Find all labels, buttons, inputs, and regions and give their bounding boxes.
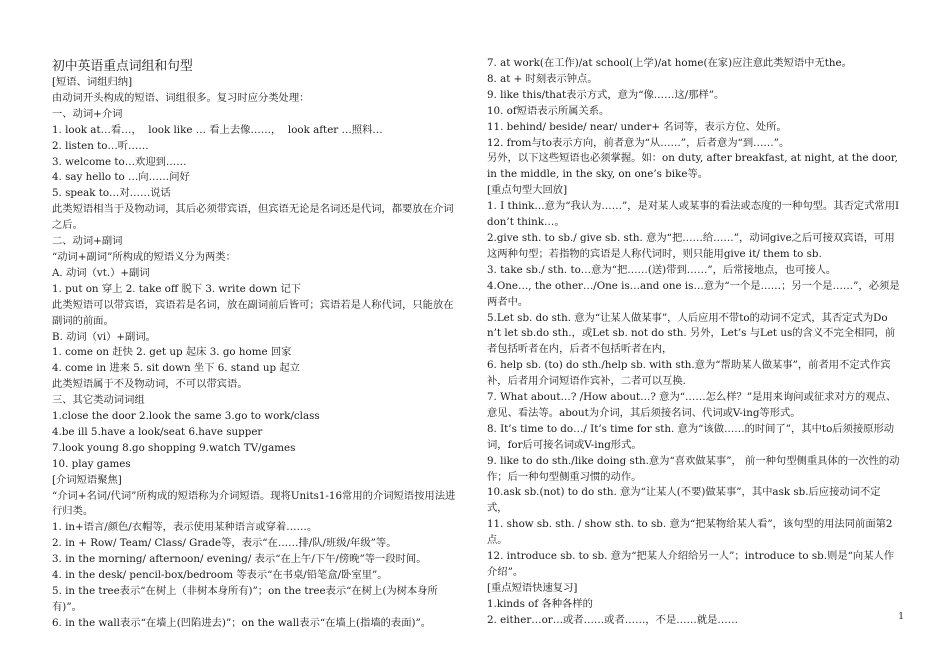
list-item: A. 动词（vt.）+副词 — [52, 266, 150, 279]
list-item: 4. in the desk/ pencil-box/bedroom 等表示“在书桌/铅笔盒/卧室里”。 — [52, 569, 388, 582]
sub-heading: 一、动词+介词 — [52, 107, 123, 120]
paragraph: 此类短语可以带宾语，宾语若是名词，放在副词前后皆可；宾语若是人称代词，只能放在副词的前面。 — [52, 298, 454, 327]
list-item: 5.Let sb. do sth. 意为“让某人做某事”，人后应用不带to的动词不定式，其否定式为Don’t let sb.do sth.，或Let sb. not do sth. 另外，Let’s 与Let us的含义不完全相同，前者包括听者在内，后者不包括听者在内， — [487, 311, 896, 356]
list-item: 2. listen to…听…… — [52, 139, 149, 152]
list-item: 9. like this/that表示方式，意为“像……这/那样”。 — [487, 88, 725, 101]
list-item: 3. in the morning/ afternoon/ evening/ 表示“在上午/下午/傍晚”等一段时间。 — [52, 553, 427, 566]
sub-heading: 三、其它类动词词组 — [52, 394, 145, 407]
list-item: 8. at + 时刻表示钟点。 — [487, 72, 598, 85]
section-heading: [重点短语快速复习] — [487, 581, 578, 594]
paragraph: 另外，以下这些短语也必须掌握。如：on duty, after breakfast, at night, at the door, in the middle, in the sky, on one’s bike等。 — [487, 152, 902, 181]
paragraph: “动词+副词”所构成的短语义分为两类： — [52, 250, 236, 263]
list-item: 2. in + Row/ Team/ Class/ Grade等，表示“在……排/队/班级/年级”等。 — [52, 537, 397, 550]
list-item: 11. behind/ beside/ near/ under+ 名词等，表示方位、处所。 — [487, 120, 787, 133]
section-heading: [短语、词组归纳] — [52, 76, 133, 88]
list-item: B. 动词（vi）+副词。 — [52, 330, 156, 343]
list-item: 4.One…, the other…/One is…and one is…意为“一个是……；另一个是……”，必须是两者中。 — [487, 279, 900, 308]
list-item: 1.close the door 2.look the same 3.go to work/class — [52, 410, 320, 423]
list-item: 5. speak to…对……说话 — [52, 187, 171, 200]
list-item: 1. put on 穿上 2. take off 脱下 3. write down 记下 — [52, 282, 302, 295]
list-item: 5. in the tree表示“在树上（非树本身所有)”；on the tree表示“在树上(为树本身所有)”。 — [52, 585, 438, 613]
paragraph: 此类短语属于不及物动词，不可以带宾语。 — [52, 378, 248, 391]
right-column — [487, 56, 901, 629]
section-heading: [重点句型大回放] — [487, 184, 568, 197]
list-item: 1. I think…意为“我认为……”，是对某人或某事的看法或态度的一种句型。其否定式常用I don’t think…。 — [487, 200, 903, 229]
document-title: 初中英语重点词组和句型 — [52, 59, 193, 74]
list-item: 6. in the wall表示“在墙上(凹陷进去)”；on the wall表示“在墙上(指墙的表面)”。 — [52, 616, 432, 629]
list-item: 9. like to do sth./like doing sth.意为“喜欢做某事”， 前一种句型侧重具体的一次性的动作；后一种句型侧重习惯的动作。 — [487, 454, 900, 483]
paragraph: 由动词开头构成的短语、词组很多。复习时应分类处理： — [52, 91, 310, 104]
list-item: 1.kinds of 各种各样的 — [487, 597, 593, 610]
list-item: 11. show sb. sth. / show sth. to sb. 意为“把某物给某人看”，该句型的用法同前面第2点。 — [487, 518, 893, 547]
list-item: 7.look young 8.go shopping 9.watch TV/games — [52, 441, 296, 454]
list-item: 7. What about…? /How about…? 意为“……怎么样？”是用来询问或征求对方的观点、意见、看法等。about为介词，其后须接名词、代词或V-ing等形式。 — [487, 391, 897, 419]
list-item: 6. help sb. (to) do sth./help sb. with sth.意为“帮助某人做某事”，前者用不定式作宾补，后者用介词短语作宾补，二者可以互换. — [487, 359, 891, 388]
list-item: 1. look at…看…， look like … 看上去像……， look after …照料… — [52, 123, 383, 136]
list-item: 8. It’s time to do…/ It’s time for sth. 意为“该做……的时间了”，其中to后须接原形动词，for后可接名词或V-ing形式。 — [487, 422, 895, 451]
section-heading: [介词短语聚焦] — [52, 473, 122, 486]
paragraph: 此类短语相当于及物动词，其后必须带宾语，但宾语无论是名词还是代词，都要放在介词之后。 — [52, 203, 454, 232]
page-number: 1 — [898, 612, 904, 622]
list-item: 7. at work(在工作)/at school(上学)/at home(在家)应注意此类短语中无the。 — [487, 57, 852, 69]
list-item: 1. in+语言/颜色/衣帽等，表示使用某种语言或穿着……。 — [52, 521, 318, 534]
list-item: 12. from与to表示方向，前者意为“从……”，后者意为“到……”。 — [487, 136, 790, 149]
list-item: 4. come in 进来 5. sit down 坐下 6. stand up 起立 — [52, 362, 300, 375]
list-item: 2.give sth. to sb./ give sb. sth. 意为“把……给……”，动词give之后可接双宾语，可用这两种句型；若指物的宾语是人称代词时，则只能用give it/ them to sb. — [487, 231, 895, 260]
list-item: 4.be ill 5.have a look/seat 6.have supper — [52, 425, 263, 438]
list-item: 10.ask sb.(not) to do sth. 意为“让某人(不要)做某事”，其中ask sb.后应接动词不定式， — [487, 486, 881, 515]
list-item: 4. say hello to …向……问好 — [52, 171, 190, 184]
sub-heading: 二、动词+副词 — [52, 235, 123, 248]
list-item: 3. take sb./ sth. to…意为“把……(送)带到……”，后常接地点，也可接人。 — [487, 263, 837, 276]
list-item: 1. come on 赶快 2. get up 起床 3. go home 回家 — [52, 346, 292, 359]
list-item: 12. introduce sb. to sb. 意为“把某人介绍给另一人”；introduce to sb.则是“向某人作介绍”。 — [487, 550, 895, 578]
list-item: 10. play games — [52, 457, 131, 470]
list-item: 3. welcome to…欢迎到…… — [52, 155, 187, 168]
list-item: 2. either…or…或者……或者……，不是……就是…… — [487, 613, 739, 626]
left-column — [52, 58, 462, 632]
list-item: 10. of短语表示所属关系。 — [487, 104, 610, 117]
paragraph: “介词+名词/代词”所构成的短语称为介词短语。现将Units1-16常用的介词短语按用法进行归类。 — [52, 489, 456, 518]
